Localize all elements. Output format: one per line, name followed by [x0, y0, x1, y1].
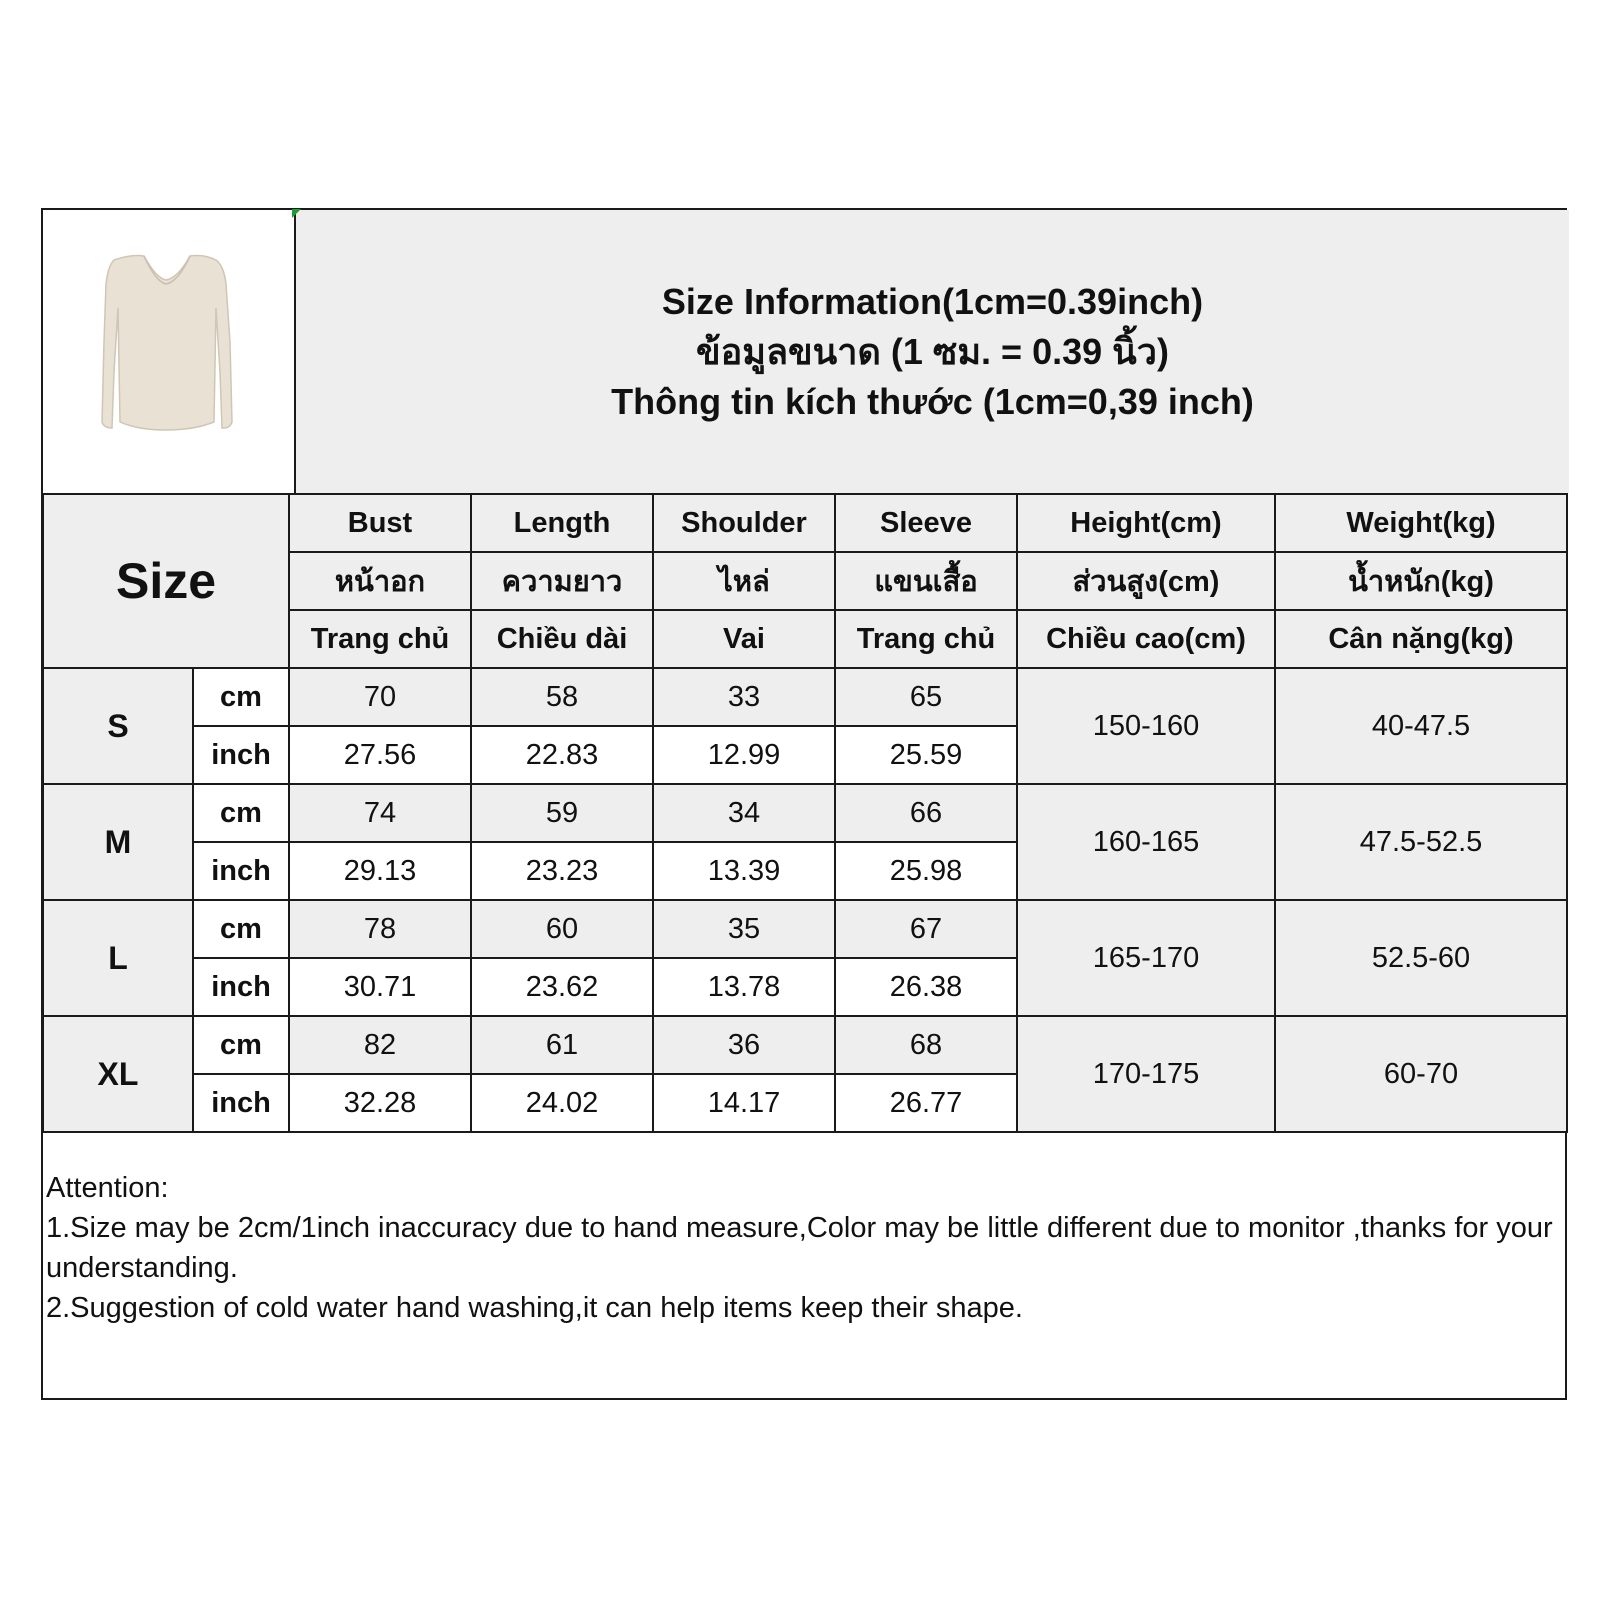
attention-notes: [46, 1168, 1556, 1328]
col-header-height-vi: Chiều cao(cm): [1017, 610, 1275, 668]
cell-shoulder-inch: 13.78: [653, 958, 835, 1016]
size-label-s: S: [43, 668, 193, 784]
col-header-bust-th: หน้าอก: [289, 552, 471, 610]
col-header-weight: Weight(kg): [1275, 494, 1567, 552]
unit-cm: cm: [193, 1016, 289, 1074]
cell-bust-cm: 70: [289, 668, 471, 726]
col-header-sleeve: Sleeve: [835, 494, 1017, 552]
cell-height: 165-170: [1017, 900, 1275, 1016]
cell-bust-inch: 29.13: [289, 842, 471, 900]
col-header-height-th: ส่วนสูง(cm): [1017, 552, 1275, 610]
unit-cm: cm: [193, 900, 289, 958]
col-header-height: Height(cm): [1017, 494, 1275, 552]
table-row: [43, 900, 1567, 958]
size-information-title: [294, 210, 1569, 493]
cell-length-inch: 23.62: [471, 958, 653, 1016]
cell-length-cm: 59: [471, 784, 653, 842]
cell-sleeve-cm: 66: [835, 784, 1017, 842]
title-thai: ข้อมูลขนาด (1 ซม. = 0.39 นิ้ว): [696, 330, 1169, 372]
corner-mark: [292, 209, 301, 218]
cell-shoulder-cm: 34: [653, 784, 835, 842]
unit-inch: inch: [193, 726, 289, 784]
cell-sleeve-inch: 25.59: [835, 726, 1017, 784]
unit-inch: inch: [193, 958, 289, 1016]
cell-sleeve-cm: 68: [835, 1016, 1017, 1074]
product-image: [44, 222, 290, 480]
col-header-weight-th: น้ำหนัก(kg): [1275, 552, 1567, 610]
cell-shoulder-cm: 33: [653, 668, 835, 726]
size-label-l: L: [43, 900, 193, 1016]
col-header-length: Length: [471, 494, 653, 552]
col-header-bust-vi: Trang chủ: [289, 610, 471, 668]
notes-heading: Attention:: [46, 1172, 169, 1204]
cell-bust-inch: 27.56: [289, 726, 471, 784]
table-row: [43, 668, 1567, 726]
cell-bust-inch: 32.28: [289, 1074, 471, 1132]
col-header-length-th: ความยาว: [471, 552, 653, 610]
col-header-bust: Bust: [289, 494, 471, 552]
size-header: Size: [43, 494, 289, 668]
cell-shoulder-inch: 13.39: [653, 842, 835, 900]
table-row: [43, 1016, 1567, 1074]
cell-weight: 40-47.5: [1275, 668, 1567, 784]
cell-shoulder-cm: 36: [653, 1016, 835, 1074]
cell-length-inch: 22.83: [471, 726, 653, 784]
notes-item-2: 2.Suggestion of cold water hand washing,it can help items keep their shape.: [46, 1292, 1023, 1324]
cell-bust-inch: 30.71: [289, 958, 471, 1016]
cell-sleeve-cm: 65: [835, 668, 1017, 726]
cell-weight: 60-70: [1275, 1016, 1567, 1132]
long-sleeve-top-icon: [44, 222, 290, 480]
unit-inch: inch: [193, 1074, 289, 1132]
size-table: [42, 493, 1568, 1133]
cell-sleeve-inch: 25.98: [835, 842, 1017, 900]
cell-bust-cm: 74: [289, 784, 471, 842]
unit-inch: inch: [193, 842, 289, 900]
unit-cm: cm: [193, 784, 289, 842]
cell-shoulder-inch: 14.17: [653, 1074, 835, 1132]
size-label-xl: XL: [43, 1016, 193, 1132]
title-english: Size Information(1cm=0.39inch): [661, 280, 1204, 322]
col-header-shoulder-th: ไหล่: [653, 552, 835, 610]
notes-item-1: 1.Size may be 2cm/1inch inaccuracy due to hand measure,Color may be little different due to monitor ,thanks for your understanding.: [46, 1212, 1553, 1284]
header-row-en: [43, 494, 1567, 552]
cell-length-inch: 23.23: [471, 842, 653, 900]
size-label-m: M: [43, 784, 193, 900]
cell-bust-cm: 78: [289, 900, 471, 958]
cell-sleeve-inch: 26.38: [835, 958, 1017, 1016]
cell-length-cm: 61: [471, 1016, 653, 1074]
cell-sleeve-cm: 67: [835, 900, 1017, 958]
cell-height: 170-175: [1017, 1016, 1275, 1132]
col-header-sleeve-th: แขนเสื้อ: [835, 552, 1017, 610]
cell-weight: 52.5-60: [1275, 900, 1567, 1016]
cell-height: 150-160: [1017, 668, 1275, 784]
title-vietnamese: Thông tin kích thước (1cm=0,39 inch): [611, 380, 1254, 422]
col-header-shoulder: Shoulder: [653, 494, 835, 552]
col-header-weight-vi: Cân nặng(kg): [1275, 610, 1567, 668]
cell-shoulder-inch: 12.99: [653, 726, 835, 784]
cell-shoulder-cm: 35: [653, 900, 835, 958]
col-header-shoulder-vi: Vai: [653, 610, 835, 668]
table-row: [43, 784, 1567, 842]
cell-bust-cm: 82: [289, 1016, 471, 1074]
col-header-sleeve-vi: Trang chủ: [835, 610, 1017, 668]
cell-length-cm: 58: [471, 668, 653, 726]
cell-length-inch: 24.02: [471, 1074, 653, 1132]
cell-height: 160-165: [1017, 784, 1275, 900]
unit-cm: cm: [193, 668, 289, 726]
cell-weight: 47.5-52.5: [1275, 784, 1567, 900]
col-header-length-vi: Chiều dài: [471, 610, 653, 668]
cell-sleeve-inch: 26.77: [835, 1074, 1017, 1132]
cell-length-cm: 60: [471, 900, 653, 958]
